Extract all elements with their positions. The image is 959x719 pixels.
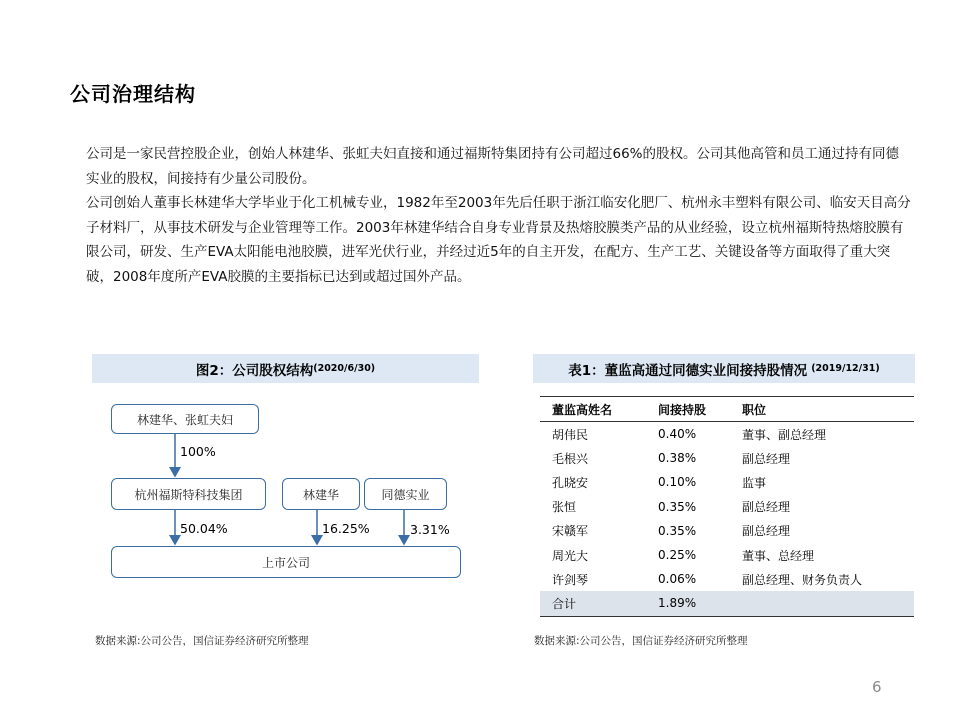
node-group: 杭州福斯特科技集团 bbox=[111, 478, 266, 510]
node-founders: 林建华、张虹夫妇 bbox=[111, 404, 259, 434]
pct-group-listed: 50.04% bbox=[180, 521, 228, 536]
cell-share: 0.35% bbox=[658, 523, 697, 538]
cell-position: 副总经理 bbox=[742, 524, 791, 539]
table-row bbox=[540, 567, 914, 591]
table-total-row bbox=[540, 591, 914, 616]
table-row bbox=[540, 543, 914, 567]
page-title: 公司治理结构 bbox=[70, 82, 196, 106]
cell-name: 毛根兴 bbox=[552, 451, 589, 466]
cell-position: 董事、总经理 bbox=[742, 548, 815, 563]
cell-name: 周光大 bbox=[552, 548, 589, 563]
paragraph-2: 公司创始人董事长林建华大学毕业于化工机械专业，1982年至2003年先后任职于浙江临安化肥厂、杭州永丰塑料有限公司、临安天目高分子材料厂，从事技术研发与企业管理等工作。2003年林建华结合自身专业背景及热熔胶膜类产品的从业经验，设立杭州福斯特热熔胶膜有限公司，研发、生产EVA太阳能电池胶膜，进军光伏行业，并经过近5年的自主开发，在配方、生产工艺、关键设备等方面取得了重大突破，2008年度所产EVA胶膜的主要指标已达到或超过国外产品。 bbox=[86, 195, 911, 285]
pct-founders-group: 100% bbox=[180, 444, 216, 459]
table-row bbox=[540, 446, 914, 470]
figure-date: (2020/6/30) bbox=[313, 363, 376, 374]
col-header-position: 职位 bbox=[742, 402, 767, 417]
table-date: (2019/12/31) bbox=[811, 363, 880, 374]
figure-source: 数据来源:公司公告，国信证券经济研究所整理 bbox=[95, 635, 309, 647]
figure-title: 图2：公司股权结构 bbox=[195, 362, 314, 379]
table-row bbox=[540, 519, 914, 543]
table-title: 表1：董监高通过同德实业间接持股情况 bbox=[568, 362, 808, 379]
cell-position: 副总经理 bbox=[742, 500, 791, 515]
table-row bbox=[540, 495, 914, 519]
page-number: 6 bbox=[872, 678, 882, 696]
cell-share: 0.06% bbox=[658, 572, 697, 587]
pct-lin-listed: 16.25% bbox=[322, 521, 370, 536]
cell-share: 0.25% bbox=[658, 548, 697, 563]
table-row bbox=[540, 470, 914, 494]
node-lin: 林建华 bbox=[282, 478, 360, 510]
node-listed: 上市公司 bbox=[111, 546, 461, 578]
cell-name: 胡伟民 bbox=[552, 427, 589, 442]
cell-share: 0.10% bbox=[658, 475, 697, 490]
cell-position: 副总经理、财务负责人 bbox=[742, 572, 863, 587]
cell-name: 张恒 bbox=[552, 500, 577, 515]
cell-position: 监事 bbox=[742, 475, 767, 490]
col-header-share: 间接持股 bbox=[658, 402, 707, 417]
node-tongde: 同德实业 bbox=[364, 478, 447, 510]
table-row bbox=[540, 422, 914, 446]
col-header-name: 董监高姓名 bbox=[552, 402, 613, 417]
cell-share: 0.35% bbox=[658, 499, 697, 514]
table-title-bar bbox=[533, 354, 915, 383]
table-source: 数据来源:公司公告，国信证券经济研究所整理 bbox=[534, 635, 748, 647]
cell-total-label: 合计 bbox=[552, 596, 577, 611]
cell-name: 许剑琴 bbox=[552, 572, 589, 587]
pct-tongde-listed: 3.31% bbox=[410, 522, 450, 537]
cell-position: 董事、副总经理 bbox=[742, 427, 827, 442]
holdings-table bbox=[540, 396, 914, 617]
cell-name: 孔晓安 bbox=[552, 475, 589, 490]
cell-share: 0.38% bbox=[658, 451, 697, 466]
cell-share: 0.40% bbox=[658, 427, 697, 442]
paragraph-1: 公司是一家民营控股企业，创始人林建华、张虹夫妇直接和通过福斯特集团持有公司超过66%的股权。公司其他高管和员工通过持有同德实业的股权，间接持有少量公司股份。 bbox=[86, 146, 900, 187]
cell-name: 宋赣军 bbox=[552, 524, 589, 539]
table-header-row bbox=[540, 396, 914, 422]
cell-total-share: 1.89% bbox=[658, 596, 697, 611]
cell-position: 副总经理 bbox=[742, 451, 791, 466]
